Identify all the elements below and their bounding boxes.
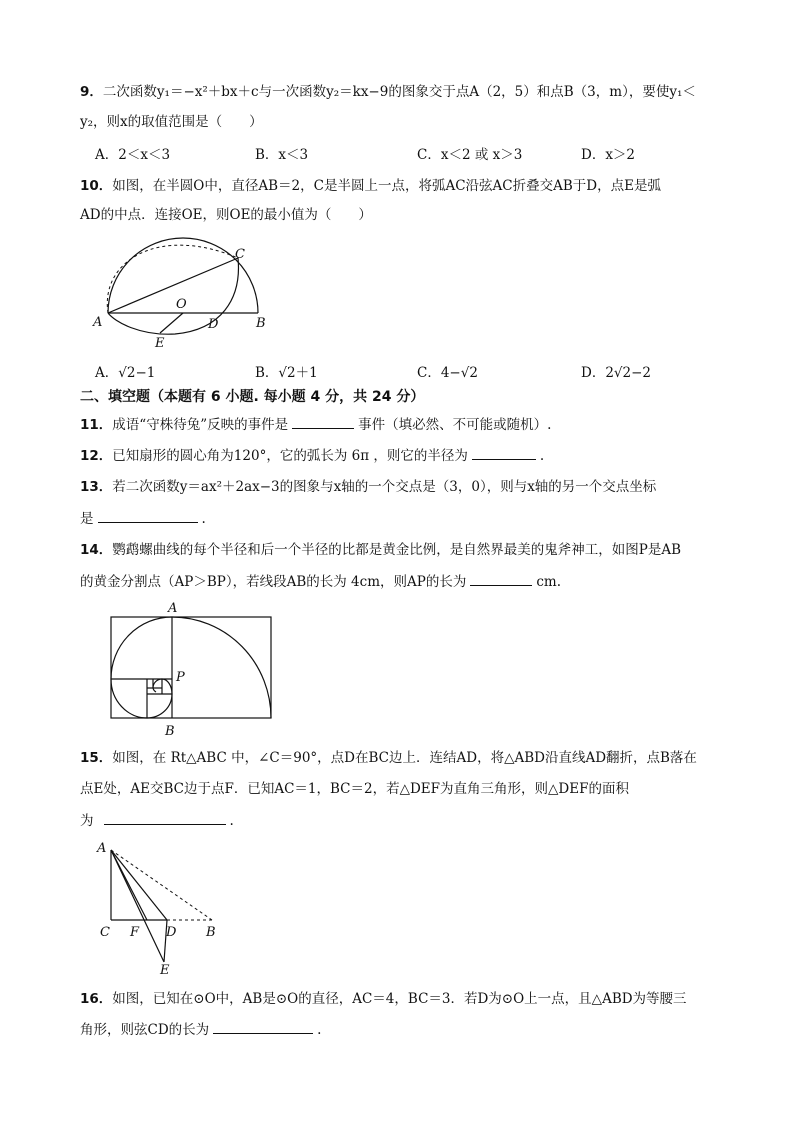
q9-option-c: C．x＜2 或 x＞3	[417, 147, 523, 163]
q16-number: 16．	[80, 991, 113, 1007]
segment-af	[111, 850, 147, 920]
q16-text-after: .	[317, 1022, 322, 1038]
q12-text-after: .	[539, 448, 545, 464]
q16-line2	[80, 1019, 321, 1040]
q14-number: 14．	[80, 542, 113, 558]
label-o: O	[176, 297, 187, 312]
label-e: E	[155, 336, 165, 351]
label-b: B	[206, 925, 216, 940]
q16-text-1: 如图，已知在⊙O中，AB是⊙O的直径，AC＝4，BC＝3．若D为⊙O上一点，且△ABD为等腰三	[112, 991, 687, 1007]
label-b: B	[165, 724, 175, 739]
q10-option-b: B．√2＋1	[255, 365, 318, 381]
section-2-title: 二、填空题（本题有 6 小题. 每小题 4 分，共 24 分）	[80, 389, 425, 405]
label-p: P	[176, 670, 185, 685]
label-e: E	[160, 963, 170, 978]
q10-number: 10．	[80, 178, 113, 194]
q10-line2: AD的中点．连接OE，则OE的最小值为（ ）	[80, 207, 372, 223]
label-c: C	[100, 925, 110, 940]
q9-text-1: 二次函数y₁＝−x²＋bx＋c与一次函数y₂＝kx−9的图象交于点A（2，5）和点B（3，m），要使y₁＜	[102, 84, 696, 100]
q10-option-d: D．2√2−2	[581, 365, 652, 381]
q12-text-before: 已知扇形的圆心角为120°，它的弧长为 6π ，则它的半径为	[112, 448, 468, 464]
q15-text-after: .	[229, 813, 234, 829]
q15-line2: 点E处，AE交BC边于点F．已知AC＝1，BC＝2，若△DEF为直角三角形，则△DEF的面积	[80, 781, 629, 797]
q9-number: 9．	[80, 84, 103, 100]
q15-text-before: 为	[80, 813, 94, 829]
q15-number: 15．	[80, 750, 113, 766]
q13-text-after: .	[201, 511, 206, 527]
q9-option-a: A．2＜x＜3	[95, 147, 171, 163]
q16-text-before: 角形，则弦CD的长为	[80, 1022, 210, 1038]
q13-text-1: 若二次函数y＝ax²＋2ax−3的图象与x轴的一个交点是（3，0），则与x轴的另一个交点坐标	[112, 479, 657, 495]
q9-line2: y₂，则x的取值范围是（ ）	[80, 114, 263, 130]
q11-text-before: 成语“守株待兔”反映的事件是	[112, 417, 289, 433]
label-a: A	[168, 601, 178, 616]
label-a: A	[97, 841, 107, 856]
q16-answer-blank[interactable]	[213, 1019, 313, 1034]
label-b: B	[256, 316, 266, 331]
label-a: A	[93, 315, 103, 330]
side-ab-dashed	[111, 850, 212, 920]
q9-option-b: B．x＜3	[255, 147, 309, 163]
q9-option-d: D．x＞2	[581, 147, 636, 163]
q13-text-before: 是	[80, 511, 94, 527]
q13-number: 13．	[80, 479, 113, 495]
q14-text-1: 鹦鹉螺曲线的每个半径和后一个半径的比都是黄金比例，是自然界最美的鬼斧神工，如图P是AB	[112, 542, 682, 558]
q10-option-a: A．√2−1	[95, 365, 156, 381]
q16-line1	[80, 989, 687, 1009]
label-d: D	[208, 317, 219, 332]
q14-text-before: 的黄金分割点（AP＞BP），若线段AB的长为 4cm，则AP的长为	[80, 574, 467, 590]
q10-option-c: C．4−√2	[417, 365, 478, 381]
q12-number: 12．	[80, 448, 113, 464]
q11-number: 11．	[80, 417, 113, 433]
label-c: C	[235, 247, 245, 262]
q10-text-1: 如图，在半圆O中，直径AB＝2，C是半圆上一点，将弧AC沿弦AC折叠交AB于D，点E是弧	[112, 178, 661, 194]
label-d: D	[166, 925, 177, 940]
label-f: F	[130, 925, 140, 940]
q11-text-after: 事件（填必然、不可能或随机）.	[358, 417, 552, 433]
q15-text-1: 如图，在 Rt△ABC 中，∠C＝90°，点D在BC边上．连结AD，将△ABD沿直线AD翻折，点B落在	[112, 750, 697, 766]
q14-text-after: cm.	[536, 574, 561, 590]
